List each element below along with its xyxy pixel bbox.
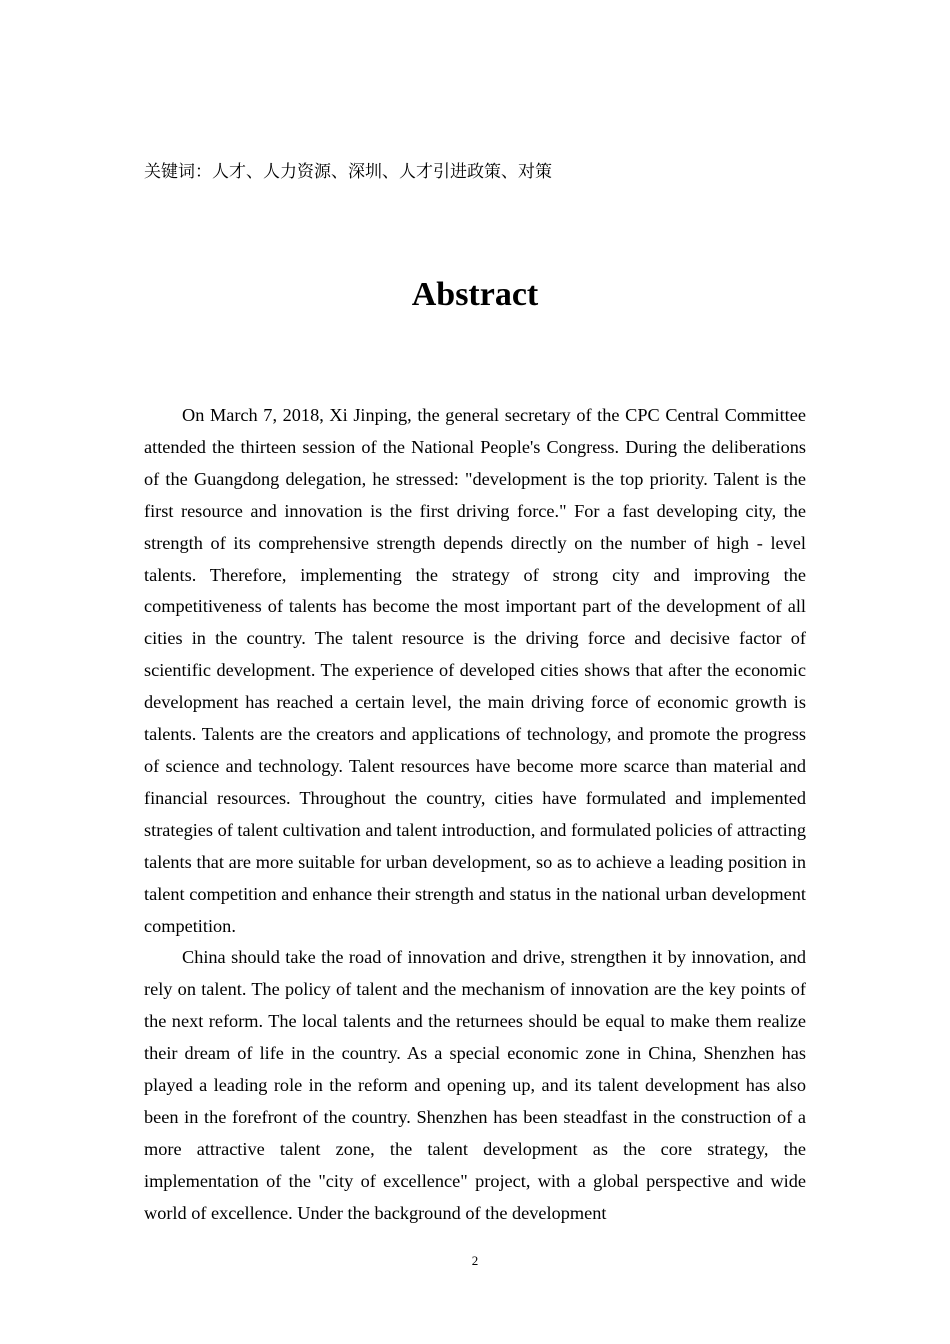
page-number: 2 bbox=[471, 1253, 479, 1268]
abstract-heading: Abstract bbox=[411, 276, 539, 313]
abstract-body bbox=[144, 400, 806, 1230]
keywords-line: 关键词：人才、人力资源、深圳、人才引进政策、对策 bbox=[144, 162, 552, 182]
abstract-paragraph-2: China should take the road of innovation and drive, strengthen it by innovation, and rely on talent. The policy of talent and the mechanism of innovation are the key points of the next reform. The local talents and the returnees should be equal to make them realize their dream of life in the country. As a special economic zone in China, Shenzhen has played a leading role in the reform and opening up, and its talent development has also been in the forefront of the country. Shenzhen has been steadfast in the construction of a more attractive talent zone, the talent development as the core strategy, the implementation of the "city of excellence" project, with a global perspective and wide world of excellence. Under the background of the development bbox=[144, 947, 806, 1223]
abstract-paragraph-1: On March 7, 2018, Xi Jinping, the general secretary of the CPC Central Committee attended the thirteen session of the National People's Congress. During the deliberations of the Guangdong delegation, he stressed: "development is the top priority. Talent is the first resource and innovation is the first driving force." For a fast developing city, the strength of its comprehensive strength depends directly on the number of high - level talents. Therefore, implementing the strategy of strong city and improving the competitiveness of talents has become the most important part of the development of all cities in the country. The talent resource is the driving force and decisive factor of scientific development. The experience of developed cities shows that after the economic development has reached a certain level, the main driving force of economic growth is talents. Talents are the creators and applications of technology, and promote the progress of science and technology. Talent resources have become more scarce than material and financial resources. Throughout the country, cities have formulated and implemented strategies of talent cultivation and talent introduction, and formulated policies of attracting talents that are more suitable for urban development, so as to achieve a leading position in talent competition and enhance their strength and status in the national urban development competition. bbox=[144, 405, 806, 936]
